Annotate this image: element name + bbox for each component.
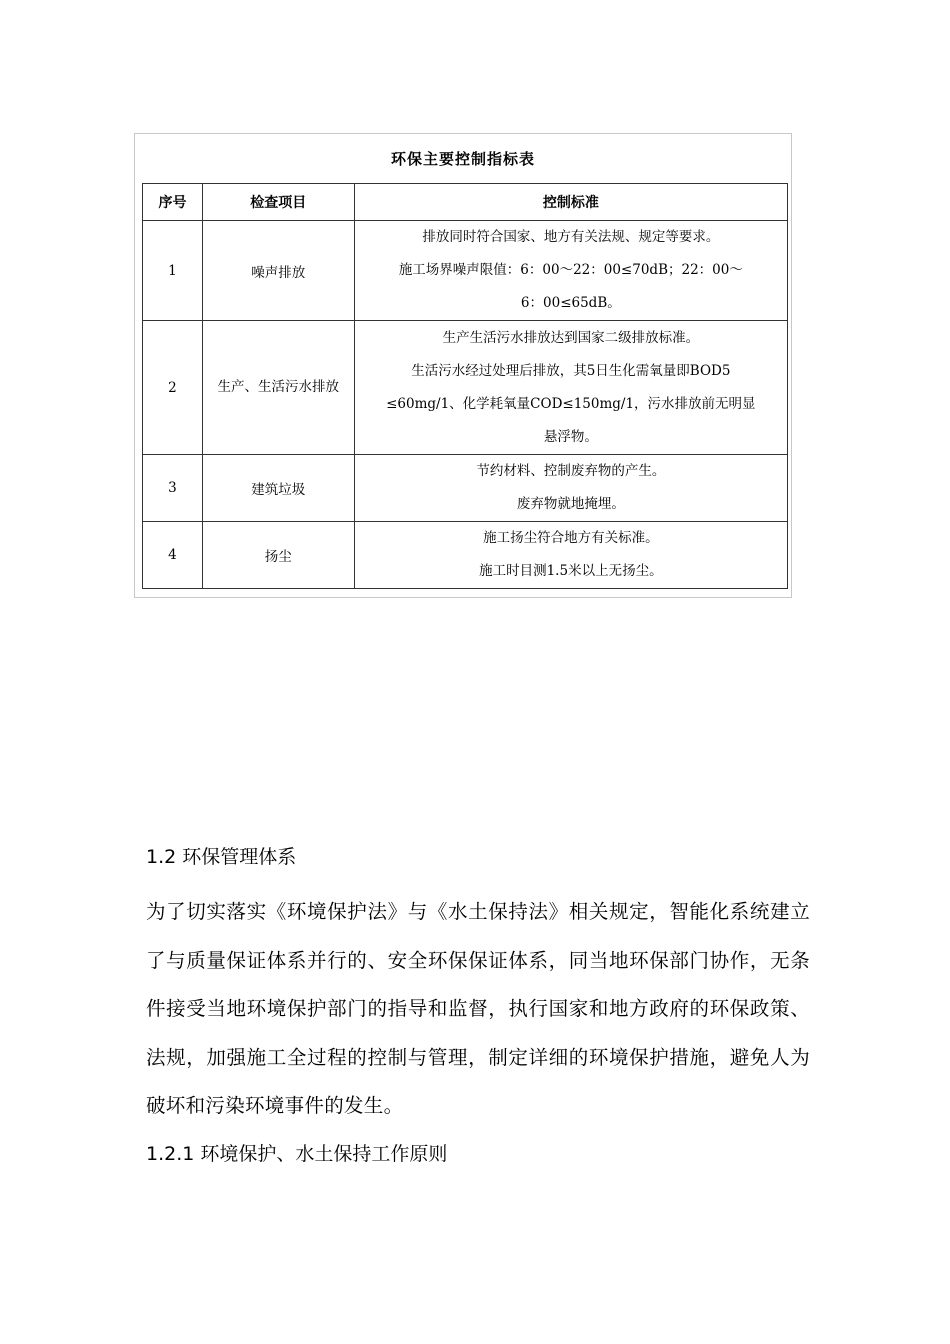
cell-no: 4 bbox=[143, 522, 203, 589]
section-number: 1.2 bbox=[146, 846, 177, 868]
header-standard: 控制标准 bbox=[354, 184, 787, 221]
standard-line: 施工场界噪声限值：6：00～22：00≤70dB；22：00～ bbox=[398, 262, 743, 278]
standard-line: 悬浮物。 bbox=[543, 428, 598, 445]
header-item: 检查项目 bbox=[202, 184, 354, 221]
table-header-row bbox=[143, 184, 788, 221]
cell-standard bbox=[354, 522, 787, 589]
section-heading-1-2-1 bbox=[146, 1139, 810, 1169]
standard-line: 废弃物就地掩埋。 bbox=[516, 496, 625, 512]
cell-item: 生产、生活污水排放 bbox=[202, 321, 354, 455]
control-index-table-figure bbox=[134, 133, 792, 598]
cell-no: 3 bbox=[143, 455, 203, 522]
cell-standard bbox=[354, 321, 787, 455]
standard-line: 施工时目测1.5米以上无扬尘。 bbox=[479, 563, 663, 579]
cell-item: 扬尘 bbox=[202, 522, 354, 589]
section-title: 环境保护、水土保持工作原则 bbox=[200, 1143, 448, 1165]
standard-line: 节约材料、控制废弃物的产生。 bbox=[476, 463, 666, 479]
section-number: 1.2.1 bbox=[146, 1143, 195, 1165]
standard-line: 排放同时符合国家、地方有关法规、规定等要求。 bbox=[422, 229, 720, 245]
body-paragraph: 为了切实落实《环境保护法》与《水土保持法》相关规定，智能化系统建立了与质量保证体系并行的、安全环保保证体系，同当地环保部门协作，无条件接受当地环境保护部门的指导和监督，执行国家和地方政府的环保政策、法规，加强施工全过程的控制与管理，制定详细的环境保护措施，避免人为破坏和污染环境事件的发生。 bbox=[146, 900, 810, 1117]
header-seq: 序号 bbox=[143, 184, 203, 221]
section-title: 环保管理体系 bbox=[182, 846, 297, 868]
table-row bbox=[143, 522, 788, 589]
table-row bbox=[143, 455, 788, 522]
standard-line: 生活污水经过处理后排放，其5日生化需氧量即BOD5 bbox=[411, 362, 731, 379]
standard-line: 生产生活污水排放达到国家二级排放标准。 bbox=[442, 329, 700, 346]
cell-standard bbox=[354, 455, 787, 522]
cell-no: 1 bbox=[143, 221, 203, 321]
section-heading-1-2 bbox=[146, 842, 810, 872]
table-row bbox=[143, 221, 788, 321]
control-index-table bbox=[142, 183, 788, 589]
cell-item: 建筑垃圾 bbox=[202, 455, 354, 522]
cell-standard bbox=[354, 221, 787, 321]
table-title: 环保主要控制指标表 bbox=[390, 150, 535, 168]
standard-line: 6：00≤65dB。 bbox=[520, 295, 621, 311]
standard-line: 施工扬尘符合地方有关标准。 bbox=[483, 530, 659, 546]
cell-item: 噪声排放 bbox=[202, 221, 354, 321]
standard-line: ≤60mg/1、化学耗氧量COD≤150mg/1，污水排放前无明显 bbox=[386, 395, 756, 412]
cell-no: 2 bbox=[143, 321, 203, 455]
table-row bbox=[143, 321, 788, 455]
